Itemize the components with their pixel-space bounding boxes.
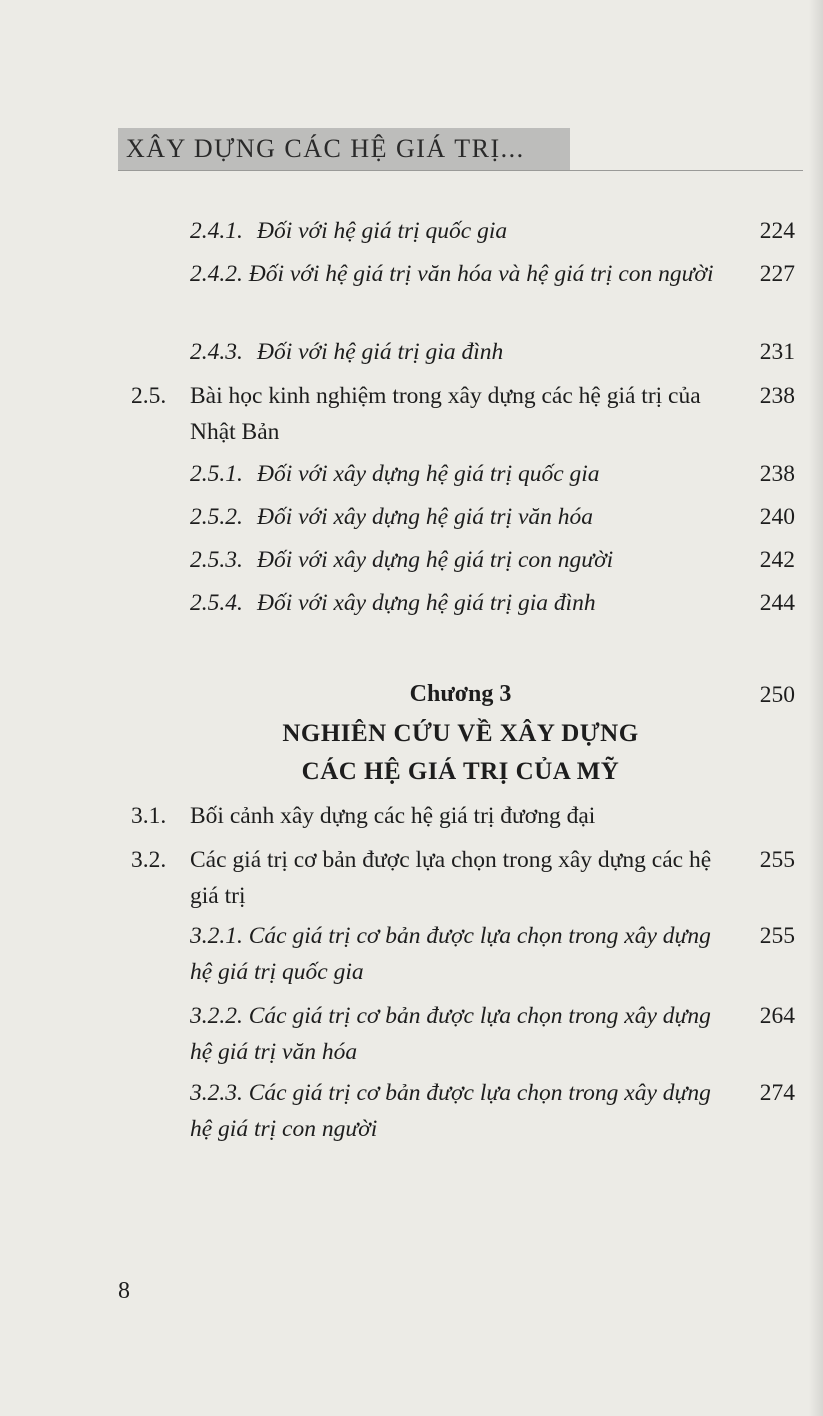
toc-entry-title: Đối với hệ giá trị quốc gia xyxy=(257,218,508,244)
toc-entry-number: 2.5.2. xyxy=(190,504,243,530)
toc-entry-page: 242 xyxy=(759,547,795,573)
toc-entry-2-4-1[interactable] xyxy=(190,213,795,249)
toc-entry-title: Bài học kinh nghiệm trong xây dựng các hệ giá trị của Nhật Bản xyxy=(190,383,701,445)
toc-entry-page: 231 xyxy=(759,339,795,365)
toc-entry-title: 3.2.1. Các giá trị cơ bản được lựa chọn trong xây dựng hệ giá trị quốc gia xyxy=(190,923,711,985)
toc-entry-number: 3.1. xyxy=(131,803,167,829)
toc-entry-title: Các giá trị cơ bản được lựa chọn trong xây dựng các hệ giá trị xyxy=(190,847,712,909)
toc-entry-page: 244 xyxy=(759,590,795,616)
toc-entry-page: 238 xyxy=(759,461,795,487)
page-edge-shadow xyxy=(809,0,823,1416)
running-header-title: XÂY DỰNG CÁC HỆ GIÁ TRỊ... xyxy=(126,134,525,163)
toc-entry-title: Đối với xây dựng hệ giá trị gia đình xyxy=(257,590,596,616)
toc-entry-page: 227 xyxy=(759,261,795,287)
toc-entry-3-2-2[interactable] xyxy=(190,998,795,1070)
toc-entry-3-2[interactable] xyxy=(131,842,795,914)
chapter-label: Chương 3 xyxy=(409,681,512,707)
toc-entry-number: 2.4.3. xyxy=(190,339,243,365)
toc-entry-number: 2.5. xyxy=(131,383,167,409)
toc-entry-2-5-4[interactable] xyxy=(190,585,795,621)
toc-entry-title: 2.4.2. Đối với hệ giá trị văn hóa và hệ giá trị con người xyxy=(190,261,714,287)
chapter-title-line-2: CÁC HỆ GIÁ TRỊ CỦA MỸ xyxy=(301,758,620,785)
toc-entry-page: 274 xyxy=(759,1080,795,1106)
toc-entry-3-2-1[interactable] xyxy=(190,918,795,990)
chapter-title-line-1: NGHIÊN CỨU VỀ XÂY DỰNG xyxy=(282,720,639,747)
toc-entry-page: 255 xyxy=(759,847,795,873)
toc-entry-number: 2.4.2. xyxy=(190,261,243,287)
toc-entry-page: 240 xyxy=(759,504,795,530)
toc-entry-page: 250 xyxy=(759,682,795,708)
toc-entry-title: Bối cảnh xây dựng các hệ giá trị đương đại xyxy=(190,803,596,829)
toc-entry-page: 264 xyxy=(759,1003,795,1029)
header-rule xyxy=(118,170,803,171)
toc-entry-2-5-1[interactable] xyxy=(190,456,795,492)
toc-entry-number: 3.2.2. xyxy=(190,1003,243,1029)
toc-entry-number: 2.5.1. xyxy=(190,461,243,487)
toc-entry-number: 2.5.4. xyxy=(190,590,243,616)
toc-entry-2-4-3[interactable] xyxy=(190,334,795,370)
toc-entry-number: 3.2. xyxy=(131,847,167,873)
toc-entry-2-5-3[interactable] xyxy=(190,542,795,578)
toc-entry-title: 3.2.2. Các giá trị cơ bản được lựa chọn trong xây dựng hệ giá trị văn hóa xyxy=(190,1003,711,1065)
toc-entry-page: 224 xyxy=(759,218,795,244)
toc-entry-number: 3.2.3. xyxy=(190,1080,243,1106)
toc-entry-3-1[interactable] xyxy=(131,798,795,834)
toc-entry-title: Đối với hệ giá trị gia đình xyxy=(257,339,504,365)
page-number: 8 xyxy=(118,1278,130,1304)
toc-entry-page: 238 xyxy=(759,383,795,409)
chapter-page[interactable] xyxy=(700,677,795,713)
toc-entry-title: Đối với xây dựng hệ giá trị con người xyxy=(257,547,614,573)
toc-entry-number: 2.4.1. xyxy=(190,218,243,244)
toc-entry-number: 2.5.3. xyxy=(190,547,243,573)
toc-entry-2-5-2[interactable] xyxy=(190,499,795,535)
toc-entry-number: 3.2.1. xyxy=(190,923,243,949)
toc-entry-2-4-2[interactable] xyxy=(190,256,795,328)
toc-entry-title: 3.2.3. Các giá trị cơ bản được lựa chọn trong xây dựng hệ giá trị con người xyxy=(190,1080,711,1142)
toc-entry-2-5[interactable] xyxy=(131,378,795,450)
toc-entry-title: Đối với xây dựng hệ giá trị quốc gia xyxy=(257,461,600,487)
toc-entry-title: Đối với xây dựng hệ giá trị văn hóa xyxy=(257,504,594,530)
toc-entry-page: 255 xyxy=(759,923,795,949)
toc-entry-3-2-3[interactable] xyxy=(190,1075,795,1147)
